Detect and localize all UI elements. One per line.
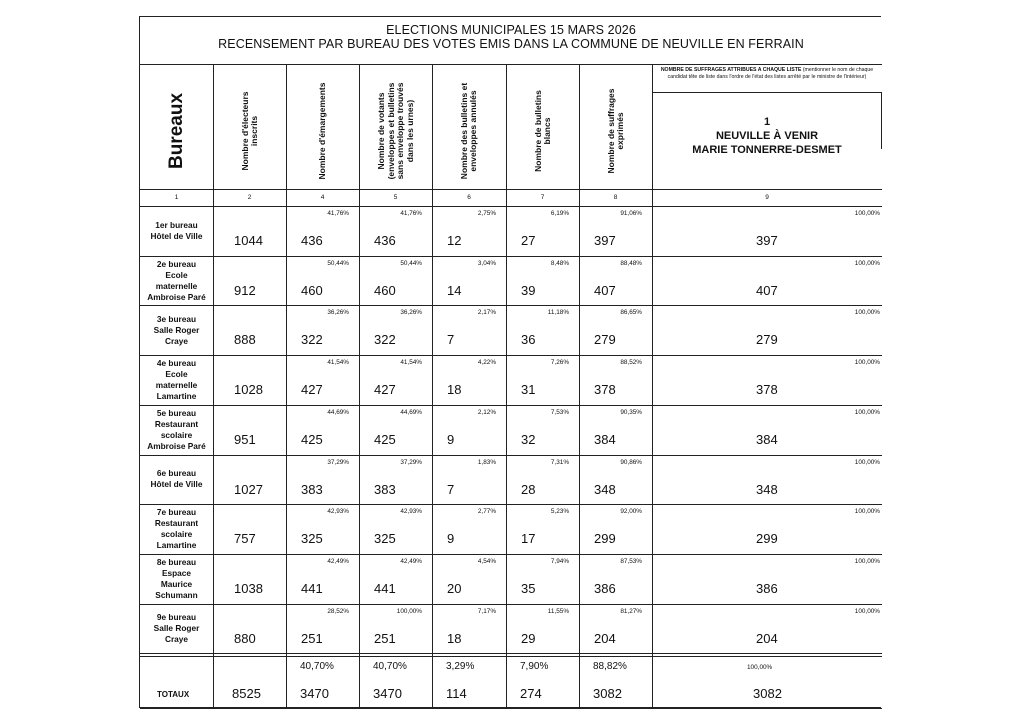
- vot-value: 425: [374, 431, 396, 447]
- vot-pct-value: 44,69%: [400, 408, 422, 416]
- bureau-name-line: 7e bureau: [156, 507, 197, 518]
- ann-pct-value: 3,04%: [477, 259, 496, 267]
- vot-pct-value: 37,29%: [400, 458, 422, 466]
- totals-vot-pct: 40,70%: [373, 661, 407, 673]
- bl-value: 28: [521, 481, 536, 497]
- vot-value: 383: [374, 481, 396, 497]
- bureau-name-line: Restaurant: [154, 518, 199, 529]
- inscrits-value: 757: [234, 531, 256, 547]
- bureau-name-line: Hôtel de Ville: [150, 230, 203, 241]
- vot-pct-value: 41,76%: [400, 210, 422, 217]
- bl-value: 36: [521, 332, 536, 348]
- emarg-value: 441: [301, 580, 323, 596]
- suffrage-heading-divider: [652, 92, 882, 93]
- vot-pct-value: 42,49%: [400, 557, 422, 565]
- ann-pct-value: 2,12%: [477, 408, 496, 416]
- vot-pct-value: 100,00%: [396, 607, 422, 615]
- row-divider: [140, 355, 882, 356]
- bl-pct-value: 7,53%: [550, 408, 569, 416]
- header-annules-line: Nombre des bulletins et: [458, 82, 469, 180]
- column-number: 8: [613, 194, 618, 201]
- header-blancs-line: blancs: [541, 117, 552, 145]
- exp-pct-value: 88,48%: [620, 259, 642, 267]
- totals-exp-pct: 88,82%: [593, 661, 627, 673]
- ann-pct-value: 1,83%: [477, 458, 496, 466]
- exp-pct-value: 81,27%: [620, 607, 642, 615]
- inscrits-value: 1028: [234, 382, 263, 398]
- bureau-name: [140, 305, 213, 355]
- emarg-value: 460: [301, 282, 323, 298]
- header-blancs-line: Nombre de bulletins: [532, 90, 542, 172]
- bureau-name: [140, 455, 213, 505]
- exp-value: 407: [594, 282, 616, 298]
- candidate-list: [652, 115, 882, 157]
- bureau-name: [140, 554, 213, 604]
- ann-value: 9: [447, 431, 455, 447]
- bl-value: 29: [521, 630, 536, 646]
- totals-divider: [140, 656, 882, 657]
- totals-bl: 274: [520, 686, 542, 702]
- bureau-name-line: 5e bureau: [156, 407, 197, 418]
- bl-pct-value: 6,19%: [550, 210, 569, 217]
- column-number: 9: [765, 194, 769, 201]
- vot-value: 325: [374, 531, 396, 547]
- column-number: 2: [247, 194, 252, 201]
- list-value: 386: [756, 580, 778, 596]
- ann-value: 20: [447, 580, 462, 596]
- vot-value: 251: [374, 630, 396, 646]
- header-inscrits-line: Nombre d'électeurs: [239, 91, 249, 171]
- totals-label: TOTAUX: [157, 690, 190, 700]
- header-emargements-line: Nombre d'émargements: [316, 82, 327, 180]
- totals-ann-pct: 3,29%: [446, 661, 475, 673]
- bureau-name-line: maternelle: [155, 280, 198, 291]
- exp-value: 378: [594, 382, 616, 398]
- list-value: 397: [756, 233, 778, 248]
- vot-pct-value: 41,54%: [400, 359, 422, 367]
- header-exprimes-line: exprimés: [614, 112, 625, 150]
- emarg-pct-value: 41,76%: [327, 210, 349, 217]
- bureau-name-line: Lamartine: [156, 390, 197, 401]
- bureau-name-line: Salle Roger: [153, 324, 200, 335]
- emarg-pct-value: 42,93%: [327, 508, 349, 516]
- ann-pct-value: 7,17%: [477, 607, 496, 615]
- ann-pct-value: 2,77%: [477, 508, 496, 516]
- emarg-pct-value: 44,69%: [327, 408, 349, 416]
- exp-value: 386: [594, 580, 616, 596]
- ann-value: 14: [447, 282, 462, 298]
- vot-value: 322: [374, 332, 396, 348]
- bureau-name-line: scolaire: [160, 429, 193, 440]
- emarg-value: 383: [301, 481, 323, 497]
- bureau-name-line: Espace: [161, 567, 192, 578]
- exp-pct-value: 88,52%: [620, 359, 642, 367]
- emarg-value: 427: [301, 382, 323, 398]
- list-value: 204: [756, 630, 778, 646]
- header-exprimes: [586, 76, 646, 186]
- list-pct-value: 100,00%: [854, 359, 880, 367]
- ann-value: 7: [447, 332, 455, 348]
- row-divider: [140, 604, 882, 605]
- column-number: 1: [174, 194, 179, 201]
- inscrits-value: 1027: [234, 481, 263, 497]
- bureau-name-line: 3e bureau: [156, 313, 197, 324]
- bl-pct-value: 11,55%: [547, 607, 569, 615]
- exp-pct-value: 87,53%: [620, 557, 642, 565]
- list-pct-value: 100,00%: [854, 210, 880, 217]
- bureau-name-line: Maurice: [160, 578, 193, 589]
- list-value: 348: [756, 481, 778, 497]
- bureau-name-line: 1er bureau: [155, 219, 198, 230]
- bureau-name-line: Ecole: [165, 269, 188, 280]
- emarg-value: 251: [301, 630, 323, 646]
- emarg-pct-value: 28,52%: [327, 607, 349, 615]
- exp-value: 384: [594, 431, 616, 447]
- bl-pct-value: 11,18%: [547, 309, 569, 317]
- exp-pct-value: 92,00%: [620, 508, 642, 516]
- header-emargements: [293, 76, 353, 186]
- suffrages-heading-bold: NOMBRE DE SUFFRAGES ATTRIBUES A CHAQUE LISTE: [660, 67, 802, 73]
- vot-pct-value: 50,44%: [400, 259, 422, 267]
- header-votants-line: (enveloppes et bulletins: [385, 82, 395, 180]
- ann-value: 18: [447, 382, 462, 398]
- header-votants: [366, 76, 426, 186]
- bureau-name: [140, 355, 213, 405]
- bl-value: 32: [521, 431, 536, 447]
- bl-pct-value: 5,23%: [550, 508, 569, 516]
- totals-ann: 114: [446, 686, 467, 702]
- bl-pct-value: 8,48%: [550, 259, 569, 267]
- exp-pct-value: 86,65%: [620, 309, 642, 317]
- row-divider: [140, 455, 882, 456]
- header-inscrits-line: inscrits: [248, 115, 259, 147]
- header-inscrits: [220, 76, 280, 186]
- ann-value: 12: [447, 233, 462, 248]
- vot-pct-value: 42,93%: [400, 508, 422, 516]
- bureau-name-line: 4e bureau: [156, 357, 197, 368]
- exp-pct-value: 90,35%: [620, 408, 642, 416]
- bl-pct-value: 7,26%: [550, 359, 569, 367]
- ann-value: 18: [447, 630, 462, 646]
- exp-value: 397: [594, 233, 616, 248]
- totals-inscrits: 8525: [232, 686, 261, 702]
- bureau-name-line: Craye: [164, 335, 189, 346]
- totals-list: 3082: [753, 686, 782, 702]
- inscrits-value: 951: [234, 431, 256, 447]
- emarg-value: 425: [301, 431, 323, 447]
- bl-value: 27: [521, 233, 536, 248]
- vot-pct-value: 36,26%: [400, 309, 422, 317]
- row-divider: [140, 305, 882, 306]
- candidate-list: NEUVILLE À VENIR: [715, 130, 819, 142]
- bl-value: 39: [521, 282, 536, 298]
- emarg-pct-value: 42,49%: [327, 557, 349, 565]
- ann-pct-value: 2,17%: [477, 309, 496, 317]
- exp-pct-value: 90,86%: [620, 458, 642, 466]
- inscrits-value: 912: [234, 282, 256, 298]
- column-divider: [213, 65, 214, 708]
- bl-value: 35: [521, 580, 536, 596]
- inscrits-value: 1038: [234, 580, 263, 596]
- totals-emarg-pct: 40,70%: [300, 661, 334, 673]
- list-value: 378: [756, 382, 778, 398]
- ann-pct-value: 2,75%: [477, 210, 496, 217]
- title-line-2: RECENSEMENT PAR BUREAU DES VOTES EMIS DANS LA COMMUNE DE NEUVILLE EN FERRAIN: [218, 37, 804, 51]
- header-votants-line: Nombre de votants: [375, 92, 386, 170]
- bureau-name-line: 9e bureau: [156, 611, 197, 622]
- bureau-name-line: 8e bureau: [156, 556, 197, 567]
- list-value: 299: [756, 531, 778, 547]
- exp-value: 279: [594, 332, 616, 348]
- bureau-name: [140, 405, 213, 455]
- inscrits-value: 888: [234, 332, 256, 348]
- list-pct-value: 100,00%: [854, 259, 880, 267]
- emarg-value: 436: [301, 233, 323, 248]
- results-sheet: [139, 16, 881, 708]
- header-annules: [439, 76, 499, 186]
- candidate-leader: MARIE TONNERRE-DESMET: [692, 144, 842, 156]
- emarg-pct-value: 37,29%: [327, 458, 349, 466]
- column-number: 7: [540, 194, 545, 201]
- header-votants-line: sans enveloppe trouvés: [394, 82, 405, 180]
- list-pct-value: 100,00%: [854, 309, 880, 317]
- row-divider: [140, 405, 882, 406]
- list-pct-value: 100,00%: [854, 408, 880, 416]
- column-number: 5: [393, 194, 398, 201]
- bureau-name: [140, 206, 213, 256]
- bl-value: 31: [521, 382, 536, 398]
- bureau-name-line: Restaurant: [154, 418, 199, 429]
- header-suffrages: [656, 67, 878, 80]
- bureau-name: [140, 256, 213, 306]
- bureau-name-line: Schumann: [155, 589, 198, 600]
- bureau-name: [140, 604, 213, 654]
- ann-pct-value: 4,22%: [477, 359, 496, 367]
- bureau-name-line: 6e bureau: [156, 468, 197, 479]
- row-divider: [140, 554, 882, 555]
- exp-value: 348: [594, 481, 616, 497]
- header-blancs: [513, 76, 573, 186]
- vot-value: 436: [374, 233, 396, 248]
- bureau-name-line: scolaire: [160, 529, 193, 540]
- header-divider: [140, 189, 882, 190]
- bureau-name-line: Craye: [164, 633, 189, 644]
- bl-pct-value: 7,31%: [550, 458, 569, 466]
- bureau-name-line: Ecole: [165, 368, 188, 379]
- bl-value: 17: [521, 531, 536, 547]
- exp-value: 204: [594, 630, 616, 646]
- inscrits-value: 880: [234, 630, 256, 646]
- list-pct-value: 100,00%: [854, 607, 880, 615]
- header-votants-line: dans les urnes): [404, 99, 414, 163]
- exp-value: 299: [594, 531, 616, 547]
- list-pct-value: 100,00%: [854, 557, 880, 565]
- bl-pct-value: 7,94%: [550, 557, 569, 565]
- list-value: 384: [756, 431, 778, 447]
- emarg-value: 322: [301, 332, 323, 348]
- candidate-number: 1: [763, 116, 771, 128]
- header-exprimes-line: Nombre de suffrages: [605, 88, 615, 174]
- totals-exp: 3082: [593, 686, 622, 702]
- bureau-name-line: Salle Roger: [153, 622, 200, 633]
- bureau-name-line: Ambroise Paré: [147, 440, 206, 451]
- vot-value: 427: [374, 382, 396, 398]
- emarg-pct-value: 36,26%: [327, 309, 349, 317]
- ann-value: 7: [447, 481, 455, 497]
- totals-emarg: 3470: [300, 686, 329, 702]
- row-divider: [140, 504, 882, 505]
- table-bottom-border: [140, 708, 882, 709]
- emarg-pct-value: 50,44%: [327, 259, 349, 267]
- vot-value: 460: [374, 282, 396, 298]
- totals-list-pct: 100,00%: [747, 664, 773, 672]
- bureau-name: [140, 504, 213, 554]
- bureau-name-line: Ambroise Paré: [147, 291, 206, 302]
- totals-bl-pct: 7,90%: [520, 661, 549, 673]
- emarg-value: 325: [301, 531, 323, 547]
- list-pct-value: 100,00%: [854, 508, 880, 516]
- emarg-pct-value: 41,54%: [327, 359, 349, 367]
- title-line-1: ELECTIONS MUNICIPALES 15 MARS 2026: [386, 23, 636, 37]
- ann-pct-value: 4,54%: [477, 557, 496, 565]
- bureau-name-line: maternelle: [155, 379, 198, 390]
- column-number-divider: [140, 206, 882, 207]
- bureau-name-line: 2e bureau: [156, 258, 197, 269]
- list-value: 279: [756, 332, 778, 348]
- suffrages-heading-note: (mentionner le nom de chaque candidat tête de liste dans l'ordre de l'état des listes arrêté par le ministre de l'intérieur): [667, 67, 874, 80]
- bureau-name-line: Hôtel de Ville: [150, 479, 203, 490]
- row-divider: [140, 256, 882, 257]
- totals-vot: 3470: [373, 686, 402, 702]
- header-bureaux: Bureaux: [165, 92, 187, 170]
- row-divider: [140, 653, 882, 654]
- column-number: 6: [467, 194, 471, 201]
- exp-pct-value: 91,06%: [620, 210, 642, 217]
- document-title: [140, 17, 882, 65]
- column-number: 4: [320, 194, 325, 201]
- inscrits-value: 1044: [234, 233, 263, 248]
- list-pct-value: 100,00%: [854, 458, 880, 466]
- ann-value: 9: [447, 531, 455, 547]
- bureau-name-line: Lamartine: [156, 540, 197, 551]
- vot-value: 441: [374, 580, 396, 596]
- list-value: 407: [756, 282, 778, 298]
- header-annules-line: enveloppes annulés: [468, 90, 478, 172]
